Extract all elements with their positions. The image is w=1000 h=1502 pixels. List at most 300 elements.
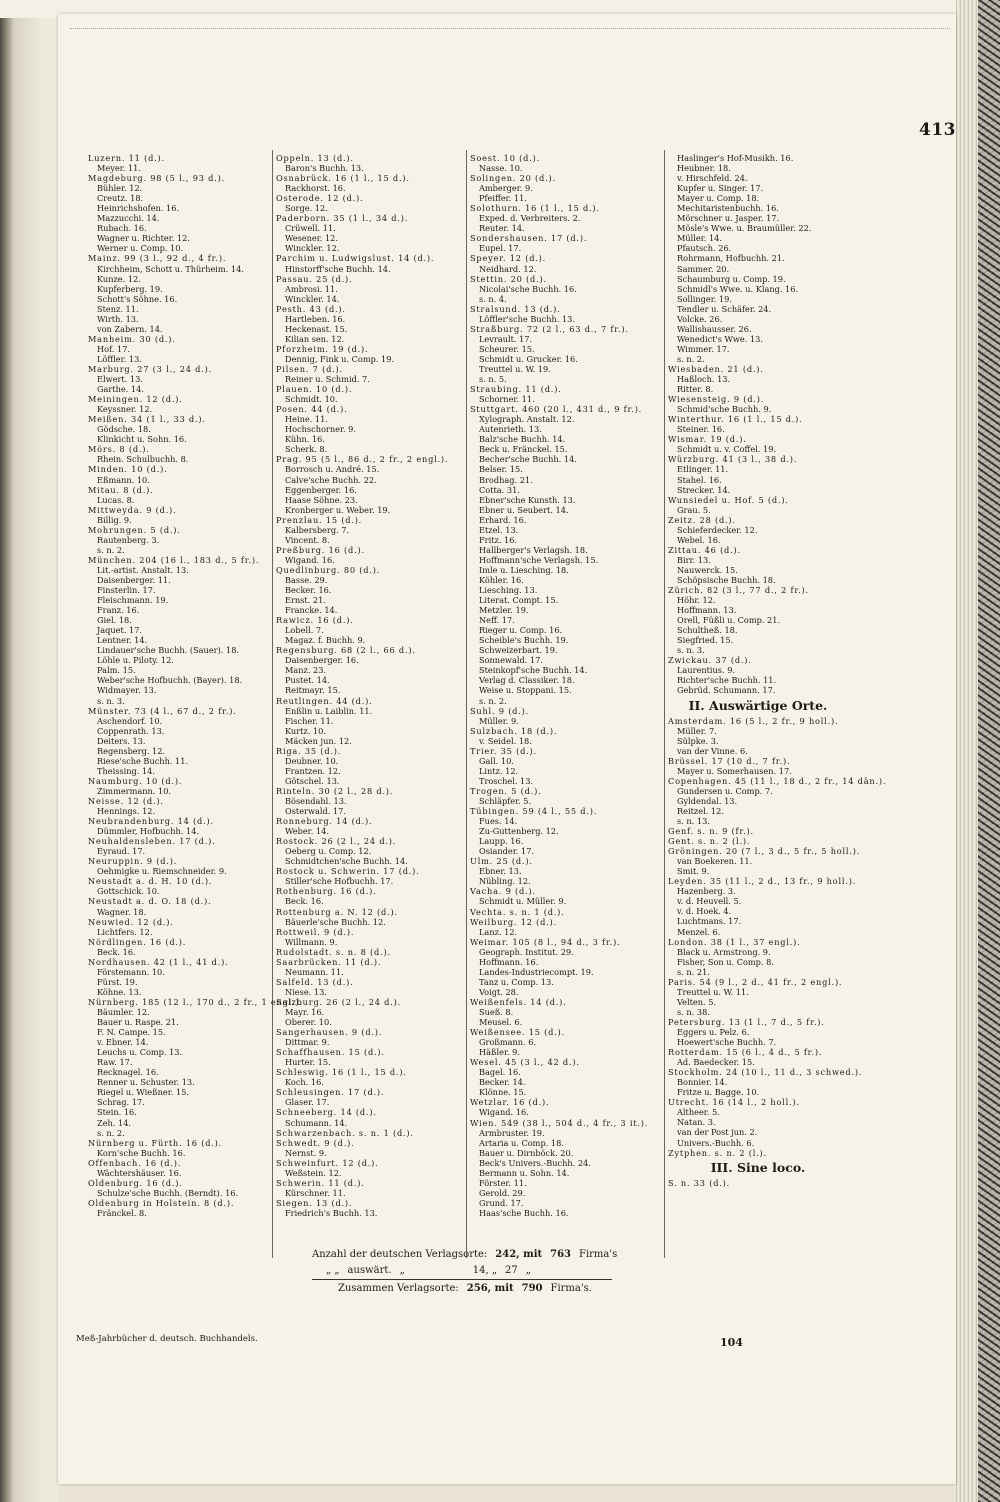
place-entry: Wesel. 45 (3 l., 42 d.). — [470, 1057, 580, 1068]
publisher-entry: Bonnier. 14. — [677, 1077, 728, 1088]
place-entry: London. 38 (1 l., 37 engl.). — [668, 936, 801, 947]
place-entry: Neubrandenburg. 14 (d.). — [88, 816, 214, 827]
publisher-entry: Lit.-artist. Anstalt. 13. — [97, 564, 189, 575]
publisher-entry: Wenedict's Wwe. 13. — [677, 333, 763, 344]
publisher-entry: Schläpfer. 5. — [479, 796, 532, 806]
place-entry: Neustadt a. d. H. 10 (d.). — [88, 876, 213, 887]
publisher-entry: Bagel. 16. — [479, 1067, 521, 1078]
summary-rule — [312, 1279, 612, 1280]
place-entry: Paderborn. 35 (1 l., 34 d.). — [276, 213, 409, 224]
place-entry: S. n. 33 (d.). — [668, 1177, 731, 1188]
publisher-entry: Schott's Söhne. 16. — [97, 293, 178, 304]
publisher-entry: Schulze'sche Buchh. (Berndt). 16. — [97, 1187, 239, 1198]
publisher-entry: Creutz. 18. — [97, 193, 144, 204]
place-entry: Parchim u. Ludwigslust. 14 (d.). — [276, 253, 435, 264]
book-spine-shadow — [0, 0, 58, 1502]
publisher-entry: Höhr. 12. — [677, 595, 716, 606]
publisher-entry: Kupfer u. Singer. 17. — [677, 183, 764, 194]
publisher-entry: Mayer u. Somerhausen. 17. — [677, 765, 792, 776]
publisher-entry: Smit. 9. — [677, 866, 710, 877]
place-entry: Zeitz. 28 (d.). — [668, 514, 736, 525]
publisher-entry: Troschel. 13. — [479, 775, 534, 786]
publisher-entry: Altheer. 5. — [677, 1107, 720, 1118]
publisher-entry: s. n. 13. — [677, 816, 710, 826]
publisher-entry: Sorge. 12. — [285, 203, 328, 214]
publisher-entry: Scherk. 8. — [285, 444, 328, 455]
place-entry: Schaffhausen. 15 (d.). — [276, 1047, 385, 1058]
place-entry: Mainz. 99 (3 l., 92 d., 4 fr.). — [88, 253, 227, 264]
place-entry: Münster. 73 (4 l., 67 d., 2 fr.). — [88, 705, 237, 716]
publisher-entry: s. n. 2. — [479, 695, 507, 706]
publisher-entry: Zeh. 14. — [97, 1117, 132, 1128]
place-entry: Amsterdam. 16 (5 l., 2 fr., 9 holl.). — [668, 715, 839, 726]
publisher-entry: Schrag. 17. — [97, 1097, 145, 1108]
publisher-entry: Riese'sche Buchh. 11. — [97, 755, 189, 766]
summary-count: 242, mit — [495, 1249, 543, 1260]
publisher-entry: Gödsche. 18. — [97, 424, 151, 435]
publisher-entry: Treuttel u. W. 11. — [677, 986, 749, 997]
publisher-entry: Kirchheim, Schott u. Thürheim. 14. — [97, 263, 244, 274]
publisher-entry: Coppenrath. 13. — [97, 725, 165, 736]
place-entry: Würzburg. 41 (3 l., 38 d.). — [668, 454, 798, 465]
place-entry: Nürnberg. 185 (12 l., 170 d., 2 fr., 1 engl.). — [88, 996, 303, 1007]
publisher-entry: Werner u. Comp. 10. — [97, 243, 184, 254]
publisher-entry: Fürst. 19. — [97, 976, 138, 987]
publisher-entry: Haas'sche Buchh. 16. — [479, 1207, 569, 1218]
publisher-entry: Neumann. 11. — [285, 966, 344, 977]
publisher-entry: Birr. 13. — [677, 554, 711, 565]
place-entry: Rostock u. Schwerin. 17 (d.). — [276, 866, 420, 877]
publisher-entry: Koch. 16. — [285, 1077, 324, 1088]
place-entry: Schneeberg. 14 (d.). — [276, 1107, 377, 1118]
publisher-entry: Meusel. 6. — [479, 1017, 523, 1028]
publisher-entry: Nicolai'sche Buchh. 16. — [479, 283, 577, 294]
summary-unit: Firma's. — [550, 1283, 592, 1294]
publisher-entry: Dümmler, Hofbuchh. 14. — [97, 826, 200, 837]
publisher-entry: Rhein. Schulbuchh. 8. — [97, 454, 189, 465]
publisher-entry: v. Hirschfeld. 24. — [677, 173, 748, 184]
publisher-entry: Wigand. 16. — [479, 1107, 529, 1118]
publisher-entry: Heinrichshofen. 16. — [97, 203, 180, 214]
publisher-entry: Ambrosi. 11. — [285, 283, 338, 294]
publisher-entry: Treuttel u. W. 19. — [479, 363, 551, 374]
place-entry: Rottenburg a. N. 12 (d.). — [276, 906, 398, 917]
publisher-entry: Recknagel. 16. — [97, 1067, 159, 1078]
publisher-entry: Hoewert'sche Buchh. 7. — [677, 1037, 777, 1048]
publisher-entry: Reitzel. 12. — [677, 805, 724, 816]
place-entry: Weißenfels. 14 (d.). — [470, 996, 567, 1007]
publisher-entry: Hoffmann'sche Verlagsh. 15. — [479, 554, 599, 565]
publisher-entry: Osterwald. 17. — [285, 806, 346, 817]
publisher-entry: Webel. 16. — [677, 534, 721, 545]
publisher-entry: Sonnewald. 17. — [479, 655, 543, 666]
publisher-entry: Levrault. 17. — [479, 333, 533, 344]
publisher-entry: Wirth. 13. — [97, 313, 139, 324]
publisher-entry: Lichtfers. 12. — [97, 926, 153, 937]
place-entry: Passau. 25 (d.). — [276, 273, 353, 284]
summary-firms: 763 — [550, 1249, 571, 1260]
publisher-entry: Eggenberger. 16. — [285, 484, 357, 495]
publisher-entry: Heubner. 18. — [677, 163, 731, 174]
publisher-entry: Rackhorst. 16. — [285, 183, 346, 194]
publisher-entry: Schaumburg u. Comp. 19. — [677, 273, 786, 284]
place-entry: Osterode. 12 (d.). — [276, 193, 364, 204]
publisher-entry: Lentner. 14. — [97, 635, 148, 646]
publisher-entry: Gerold. 29. — [479, 1187, 526, 1198]
page-number: 413 — [919, 120, 956, 140]
publisher-entry: s. n. 21. — [677, 966, 710, 977]
place-entry: Zwickau. 37 (d.). — [668, 655, 752, 666]
place-entry: Tübingen. 59 (4 l., 55 d.). — [470, 806, 598, 817]
publisher-entry: Steiner. 16. — [677, 424, 725, 435]
publisher-entry: Orell, Füßli u. Comp. 21. — [677, 615, 781, 626]
publisher-entry: Schmidt u. v. Coffel. 19. — [677, 444, 777, 455]
publisher-entry: Mayer u. Comp. 18. — [677, 193, 760, 204]
publisher-entry: s. n. 2. — [97, 544, 125, 555]
publisher-entry: Deiters. 13. — [97, 735, 146, 746]
place-entry: Weißensee. 15 (d.). — [470, 1027, 565, 1038]
publisher-entry: s. n. 38. — [677, 1006, 710, 1017]
publisher-entry: Haase Söhne. 23. — [285, 494, 358, 505]
publisher-entry: Stenz. 11. — [97, 303, 139, 314]
publisher-entry: Becker. 16. — [285, 585, 332, 596]
publisher-entry: Schöpsische Buchh. 18. — [677, 574, 776, 585]
publisher-entry: Scheurer. 15. — [479, 343, 535, 354]
publisher-entry: Beck's Univers.-Buchh. 24. — [479, 1157, 591, 1168]
publisher-entry: Wesener. 12. — [285, 233, 338, 244]
publisher-entry: Becher'sche Buchh. 14. — [479, 454, 577, 465]
publisher-entry: Eupel. 17. — [479, 243, 522, 254]
place-entry: Nördlingen. 16 (d.). — [88, 936, 187, 947]
place-entry: Neustadt a. d. O. 18 (d.). — [88, 896, 212, 907]
publisher-entry: Reitmayr. 15. — [285, 685, 341, 696]
summary-row-total — [312, 1281, 612, 1297]
publisher-entry: Mechitaristenbuchh. 16. — [677, 203, 779, 214]
publisher-entry: Becker. 14. — [479, 1077, 526, 1088]
place-entry: Trier. 35 (d.). — [470, 745, 537, 756]
publisher-entry: Hurter. 15. — [285, 1057, 331, 1068]
publisher-entry: v. Ebner. 14. — [97, 1037, 149, 1048]
place-entry: Winterthur. 16 (1 l., 15 d.). — [668, 414, 803, 425]
place-entry: Siegen. 13 (d.). — [276, 1197, 353, 1208]
publisher-entry: Hazenberg. 3. — [677, 886, 736, 897]
place-entry: Straubing. 11 (d.). — [470, 384, 562, 395]
place-entry: Rothenburg. 16 (d.). — [276, 886, 377, 897]
place-entry: Leyden. 35 (11 l., 2 d., 13 fr., 9 holl.). — [668, 876, 857, 887]
summary-block — [312, 1247, 618, 1297]
publisher-entry: Crüwell. 11. — [285, 223, 336, 234]
place-entry: Rotterdam. 15 (6 l., 4 d., 5 fr.). — [668, 1047, 823, 1058]
publisher-entry: Tanz u. Comp. 13. — [479, 976, 554, 987]
publisher-entry: Pfautsch. 26. — [677, 243, 732, 254]
place-entry: Ulm. 25 (d.). — [470, 856, 533, 867]
summary-firms: 27 — [505, 1264, 518, 1276]
publisher-entry: Hallberger's Verlagsh. 18. — [479, 544, 588, 555]
publisher-entry: Rubach. 16. — [97, 223, 147, 234]
publisher-entry: Palm. 15. — [97, 665, 136, 676]
publisher-entry: Bäumler. 12. — [97, 1006, 150, 1017]
publisher-entry: Fues. 14. — [479, 816, 518, 827]
publisher-entry: Bösendahl. 13. — [285, 796, 347, 806]
publisher-entry: Schmidt u. Müller. 9. — [479, 896, 567, 907]
publisher-entry: Sueß. 8. — [479, 1006, 514, 1017]
place-entry: Sondershausen. 17 (d.). — [470, 233, 588, 244]
publisher-entry: Schmidl's Wwe. u. Klang. 16. — [677, 283, 799, 294]
publisher-entry: Strecker. 14. — [677, 484, 731, 495]
publisher-entry: Hof. 17. — [97, 343, 131, 354]
publisher-entry: Vincent. 8. — [285, 534, 330, 545]
publisher-entry: Literat. Compt. 15. — [479, 595, 559, 606]
publisher-entry: Wagner. 18. — [97, 906, 147, 917]
place-entry: Prenzlau. 15 (d.). — [276, 514, 363, 525]
publisher-entry: v. Seidel. 18. — [479, 735, 532, 746]
publisher-entry: Müller. 14. — [677, 233, 722, 244]
footer-sheet-number: 104 — [720, 1336, 743, 1349]
publisher-entry: Winckler. 14. — [285, 293, 340, 304]
publisher-entry: Sollinger. 19. — [677, 293, 732, 304]
publisher-entry: Kurtz. 10. — [285, 725, 326, 736]
publisher-entry: Wigand. 16. — [285, 554, 335, 565]
place-entry: Riga. 35 (d.). — [276, 745, 342, 756]
place-entry: Rudolstadt. s. n. 8 (d.). — [276, 946, 391, 957]
publisher-entry: Lintz. 12. — [479, 765, 519, 776]
place-entry: Naumburg. 10 (d.). — [88, 775, 183, 786]
place-entry: Vechta. s. n. 1 (d.). — [470, 906, 565, 917]
publisher-entry: Lobell. 7. — [285, 625, 324, 636]
publisher-entry: Laupp. 16. — [479, 836, 524, 847]
publisher-entry: Winckler. 12. — [285, 243, 340, 254]
place-entry: Pforzheim. 19 (d.). — [276, 343, 369, 354]
publisher-entry: Ebner'sche Kunsth. 13. — [479, 494, 576, 505]
publisher-entry: Francke. 14. — [285, 605, 338, 616]
publisher-entry: Giel. 18. — [97, 615, 132, 626]
place-entry: Meißen. 34 (1 l., 33 d.). — [88, 414, 206, 425]
publisher-entry: Grau. 5. — [677, 504, 711, 515]
publisher-entry: Billig. 9. — [97, 514, 132, 525]
place-entry: Suhl. 9 (d.). — [470, 705, 530, 716]
publisher-entry: Dennig, Fink u. Comp. 19. — [285, 353, 395, 364]
publisher-entry: Grund. 17. — [479, 1197, 524, 1208]
publisher-entry: Löffler'sche Buchh. 13. — [479, 313, 575, 324]
place-entry: Rawicz. 16 (d.). — [276, 615, 354, 626]
place-entry: Mitau. 8 (d.). — [88, 484, 154, 495]
publisher-entry: Weßstein. 12. — [285, 1167, 342, 1178]
publisher-entry: Univers.-Buchh. 6. — [677, 1137, 755, 1148]
place-entry: Nordhausen. 42 (1 l., 41 d.). — [88, 956, 229, 967]
publisher-entry: F. N. Campe. 15. — [97, 1027, 166, 1038]
publisher-entry: Franz. 16. — [97, 605, 140, 616]
column-4 — [668, 153, 887, 1188]
place-entry: Utrecht. 16 (14 l., 2 holl.). — [668, 1097, 800, 1108]
place-entry: Weimar. 105 (8 l., 94 d., 3 fr.). — [470, 936, 621, 947]
publisher-entry: v. d. Hoek. 4. — [677, 906, 732, 917]
place-entry: Prag. 95 (5 l., 86 d., 2 fr., 2 engl.). — [276, 454, 449, 465]
publisher-entry: Förstemann. 10. — [97, 966, 165, 977]
column-2 — [276, 153, 466, 1218]
publisher-entry: Armbruster. 19. — [479, 1127, 545, 1138]
place-entry: Manheim. 30 (d.). — [88, 333, 176, 344]
publisher-entry: Landes-Industriecompt. 19. — [479, 966, 594, 977]
publisher-entry: Glaser. 17. — [285, 1097, 330, 1108]
publisher-entry: Natan. 3. — [677, 1117, 716, 1128]
place-entry: Neisse. 12 (d.). — [88, 796, 164, 806]
summary-ditto: „ „ — [326, 1264, 340, 1276]
publisher-entry: Gyldendal. 13. — [677, 795, 738, 806]
publisher-entry: Hochschorner. 9. — [285, 424, 356, 435]
place-entry: Paris. 54 (9 l., 2 d., 41 fr., 2 engl.). — [668, 976, 843, 987]
publisher-entry: Renner u. Schuster. 13. — [97, 1077, 195, 1088]
publisher-entry: Lucas. 8. — [97, 494, 135, 505]
place-entry: Quedlinburg. 80 (d.). — [276, 564, 381, 575]
place-entry: Oppeln. 13 (d.). — [276, 153, 354, 163]
publisher-entry: von Zabern. 14. — [97, 323, 163, 334]
publisher-entry: Stahel. 16. — [677, 474, 722, 485]
summary-unit: Firma's — [579, 1249, 618, 1260]
publisher-entry: Theissing. 14. — [97, 765, 155, 776]
publisher-entry: Geograph. Institut. 29. — [479, 946, 574, 957]
place-entry: Mohrungen. 5 (d.). — [88, 524, 181, 535]
publisher-entry: Aschendorf. 10. — [97, 715, 163, 726]
place-entry: Petersburg. 13 (1 l., 7 d., 5 fr.). — [668, 1016, 825, 1027]
place-entry: Stettin. 20 (d.). — [470, 273, 547, 284]
publisher-entry: Manz. 23. — [285, 665, 327, 676]
publisher-entry: Wagner u. Richter. 12. — [97, 233, 190, 244]
column-1 — [88, 153, 303, 1218]
publisher-entry: Klönne. 15. — [479, 1087, 527, 1098]
place-entry: Preßburg. 16 (d.). — [276, 544, 365, 555]
publisher-entry: Kunze. 12. — [97, 273, 141, 284]
publisher-entry: Bauer u. Dirnböck. 20. — [479, 1147, 574, 1158]
place-entry: Pilsen. 7 (d.). — [276, 363, 343, 374]
publisher-entry: van der Vinne. 6. — [677, 745, 748, 756]
place-entry: Vacha. 9 (d.). — [470, 886, 536, 897]
publisher-entry: Sammer. 20. — [677, 263, 730, 274]
place-entry: Zytphen. s. n. 2 (l.). — [668, 1147, 767, 1158]
column-3 — [470, 153, 660, 1218]
column-divider — [466, 150, 467, 1258]
place-entry: Zürich. 82 (3 l., 77 d., 2 fr.). — [668, 585, 809, 596]
publisher-entry: Reiner u. Schmid. 7. — [285, 374, 370, 385]
publisher-entry: s. n. 3. — [677, 645, 705, 656]
publisher-entry: Ebner u. Seubert. 14. — [479, 504, 569, 515]
place-entry: Saarbrücken. 11 (d.). — [276, 956, 382, 967]
publisher-entry: Bühler. 12. — [97, 183, 143, 194]
summary-ditto: „ — [399, 1264, 405, 1276]
publisher-entry: Häßler. 9. — [479, 1047, 520, 1058]
place-entry: Schleswig. 16 (1 l., 15 d.). — [276, 1067, 407, 1078]
publisher-entry: Ernst. 21. — [285, 595, 326, 606]
publisher-entry: Gebrüd. Schumann. 17. — [677, 685, 776, 696]
publisher-entry: Heine. 11. — [285, 414, 328, 425]
publisher-entry: Stiller'sche Hofbuchh. 17. — [285, 876, 394, 887]
publisher-entry: Müller. 9. — [479, 715, 519, 726]
publisher-entry: Widmayer. 13. — [97, 685, 157, 696]
publisher-entry: Eyraud. 17. — [97, 846, 146, 857]
publisher-entry: Klinkicht u. Sohn. 16. — [97, 434, 187, 445]
place-entry: Osnabrück. 16 (1 l., 15 d.). — [276, 173, 410, 184]
place-entry: Rostock. 26 (2 l., 24 d.). — [276, 836, 397, 847]
publisher-entry: van der Post jun. 2. — [677, 1127, 758, 1138]
publisher-entry: Leuchs u. Comp. 13. — [97, 1047, 183, 1058]
place-entry: Mittweyda. 9 (d.). — [88, 504, 177, 515]
place-entry: Schwarzenbach. s. n. 1 (d.). — [276, 1127, 414, 1138]
place-entry: Sulzbach. 18 (d.). — [470, 725, 558, 736]
publisher-entry: Schweizerbart. 19. — [479, 645, 558, 656]
place-entry: Trogen. 5 (d.). — [470, 785, 542, 796]
place-entry: Meiningen. 12 (d.). — [88, 394, 183, 405]
publisher-entry: Kalbersberg. 7. — [285, 524, 350, 535]
summary-ditto: „ — [525, 1264, 531, 1276]
publisher-entry: Elwert. 13. — [97, 374, 143, 385]
publisher-entry: Fleischmann. 19. — [97, 595, 169, 606]
publisher-entry: Jaquet. 17. — [97, 625, 143, 636]
publisher-entry: Black u. Armstrong. 9. — [677, 946, 771, 957]
publisher-entry: Sülpke. 3. — [677, 735, 719, 746]
publisher-entry: Finsterlin. 17. — [97, 585, 156, 596]
publisher-entry: Nasse. 10. — [479, 163, 523, 174]
summary-label: auswärt. — [347, 1264, 392, 1276]
summary-count: 256, mit — [466, 1283, 514, 1294]
publisher-entry: Ad. Baedecker. 15. — [677, 1057, 755, 1068]
place-entry: Stralsund. 13 (d.). — [470, 303, 561, 314]
publisher-entry: van Boekeren. 11. — [677, 856, 753, 867]
place-entry: Wiesensteig. 9 (d.). — [668, 394, 765, 405]
publisher-entry: Heckenast. 15. — [285, 323, 348, 334]
publisher-entry: Willmann. 9. — [285, 936, 338, 947]
publisher-entry: Autenrieth. 13. — [479, 424, 542, 435]
publisher-entry: Oeberg u. Comp. 12. — [285, 846, 372, 857]
publisher-entry: Voigt. 28. — [479, 986, 519, 997]
publisher-entry: Beck. 16. — [285, 896, 324, 907]
publisher-entry: Kronberger u. Weber. 19. — [285, 504, 391, 515]
publisher-entry: Schmidt. 10. — [285, 394, 338, 405]
place-entry: Straßburg. 72 (2 l., 63 d., 7 fr.). — [470, 323, 629, 334]
publisher-entry: Scheible's Buchh. 19. — [479, 635, 569, 646]
publisher-entry: Daisenberger. 16. — [285, 655, 359, 666]
publisher-entry: Verlag d. Classiker. 18. — [479, 675, 575, 686]
summary-count: 14, „ — [472, 1264, 498, 1276]
publisher-entry: Eggers u. Pelz. 6. — [677, 1026, 750, 1037]
publisher-entry: Bauer u. Raspe. 21. — [97, 1017, 179, 1028]
publisher-entry: Belser. 15. — [479, 464, 523, 475]
publisher-entry: Kürschner. 11. — [285, 1187, 346, 1198]
publisher-entry: Nernst. 9. — [285, 1147, 327, 1158]
publisher-entry: Pustet. 14. — [285, 675, 330, 686]
publisher-entry: Hennings. 12. — [97, 806, 156, 817]
summary-row-german — [312, 1247, 618, 1263]
publisher-entry: Mörschner u. Jasper. 17. — [677, 213, 780, 224]
publisher-entry: Siegfried. 15. — [677, 635, 734, 646]
place-entry: Speyer. 12 (d.). — [470, 253, 547, 264]
publisher-entry: s. n. 4. — [479, 293, 507, 304]
publisher-entry: Nübling. 12. — [479, 876, 531, 887]
place-entry: Wien. 549 (38 l., 504 d., 4 fr., 3 it.). — [470, 1117, 649, 1128]
publisher-entry: Hoffmann. 16. — [479, 956, 539, 967]
publisher-entry: Erhard. 16. — [479, 514, 527, 525]
place-entry: Oldenburg. 16 (d.). — [88, 1177, 183, 1188]
publisher-entry: Rieger u. Comp. 16. — [479, 625, 563, 636]
publisher-entry: Etzel. 13. — [479, 524, 519, 535]
publisher-entry: Cotta. 31. — [479, 484, 520, 495]
publisher-entry: Volcke. 26. — [677, 313, 723, 324]
publisher-entry: Fischer. 11. — [285, 715, 334, 726]
publisher-entry: Borrosch u. André. 15. — [285, 464, 380, 475]
marbled-edge — [978, 0, 1000, 1502]
place-entry: Stuttgart. 460 (20 l., 431 d., 9 fr.). — [470, 404, 643, 415]
publisher-entry: Lindauer'sche Buchh. (Sauer). 18. — [97, 645, 240, 656]
section-heading: III. Sine loco. — [710, 1159, 806, 1175]
publisher-entry: Götschel. 13. — [285, 775, 340, 786]
